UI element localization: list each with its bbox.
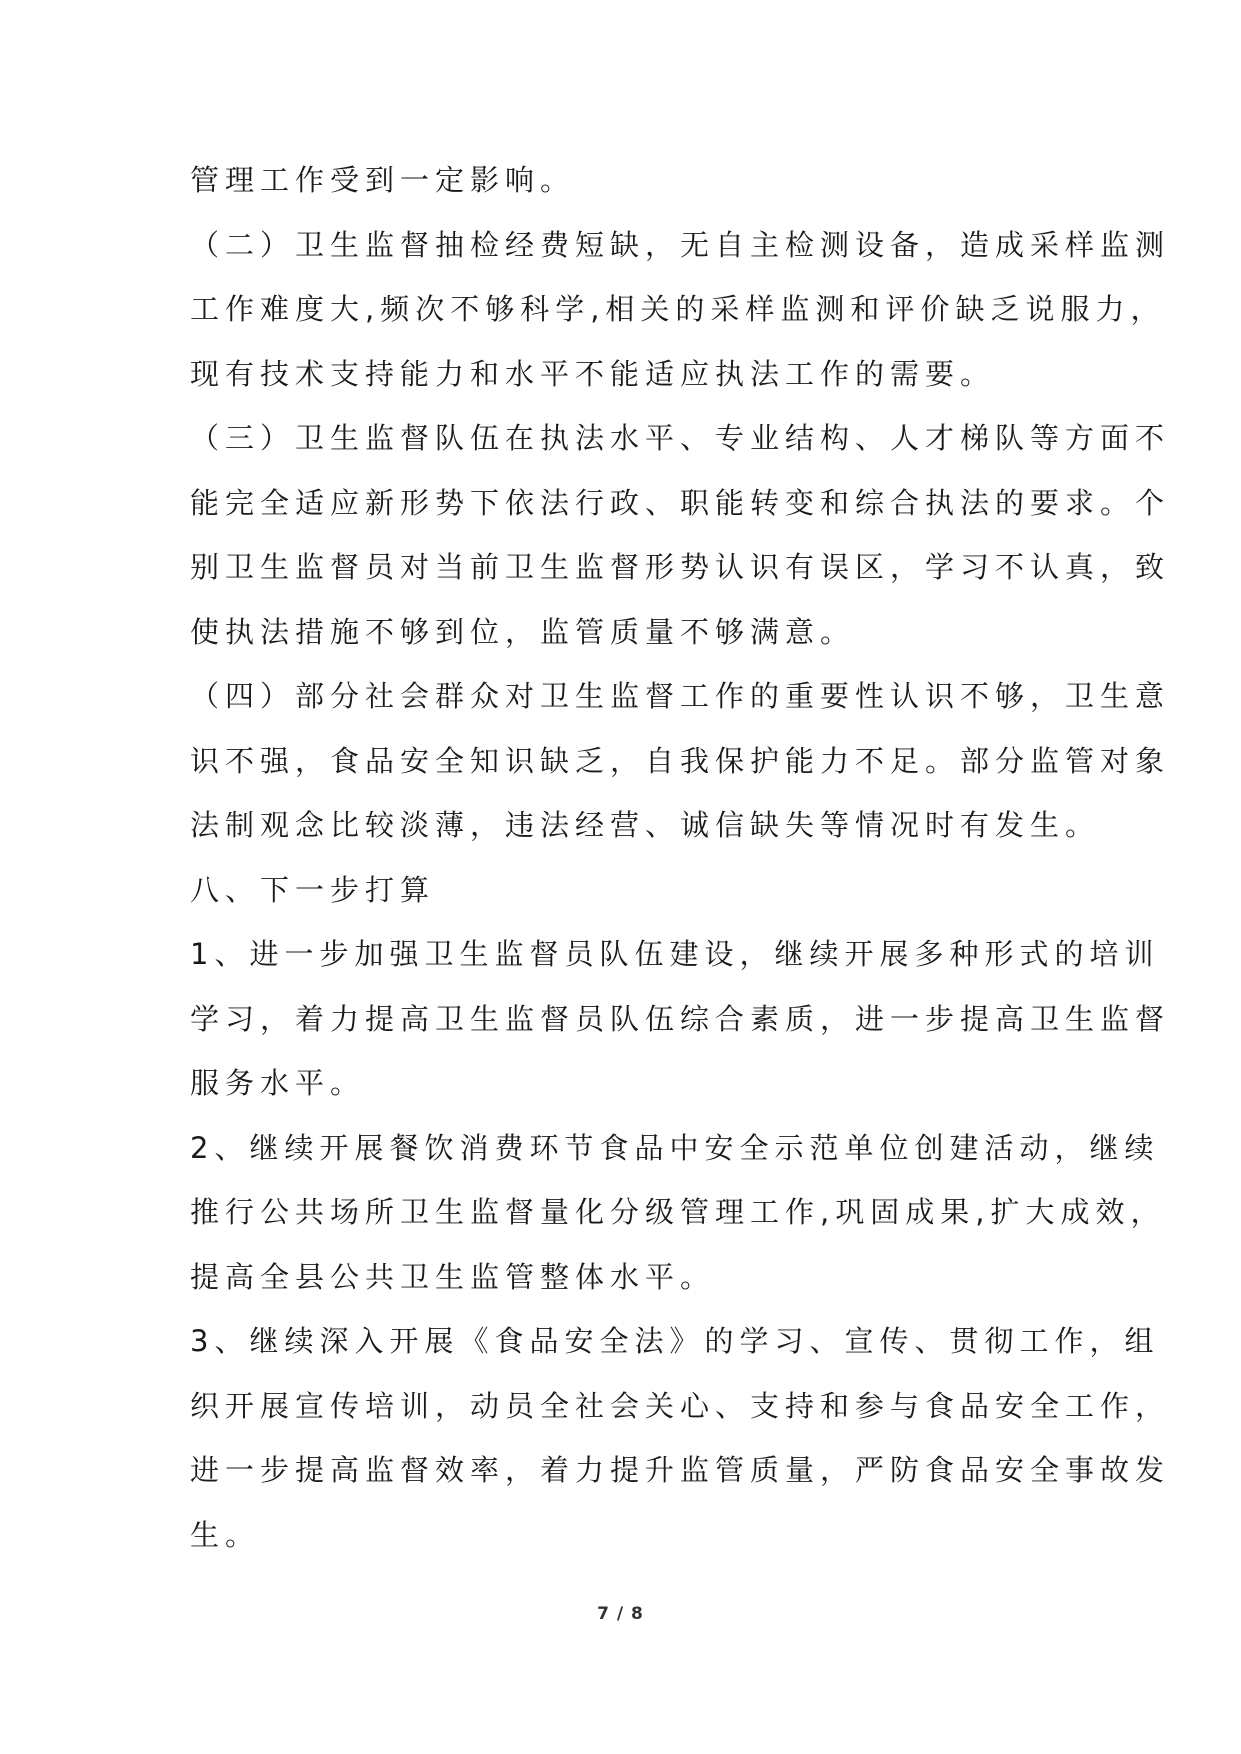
text-line: 提高全县公共卫生监管整体水平。 — [190, 1259, 716, 1294]
text-line: 能完全适应新形势下依法行政、职能转变和综合执法的要求。个 — [190, 485, 1171, 520]
text-line: 管理工作受到一定影响。 — [190, 163, 576, 197]
text-line: （二）卫生监督抽检经费短缺，无自主检测设备，造成采样监测 — [190, 227, 1171, 262]
document-body — [190, 148, 1171, 1567]
text-line: 进一步提高监督效率，着力提升监管质量，严防食品安全事故发 — [190, 1453, 1171, 1487]
text-line: 识不强，食品安全知识缺乏，自我保护能力不足。部分监管对象 — [190, 743, 1171, 778]
text-line: 2、继续开展餐饮消费环节食品中安全示范单位创建活动，继续 — [190, 1130, 1160, 1165]
text-line: 工作难度大,频次不够科学,相关的采样监测和评价缺乏说服力， — [190, 292, 1166, 326]
text-line: （三）卫生监督队伍在执法水平、专业结构、人才梯队等方面不 — [190, 421, 1171, 455]
section-heading: 八、下一步打算 — [190, 872, 436, 907]
text-line: 生。 — [190, 1517, 261, 1552]
text-line: 法制观念比较淡薄，违法经营、诚信缺失等情况时有发生。 — [190, 808, 1101, 842]
page-number: 7 / 8 — [597, 1604, 644, 1624]
text-line: 3、继续深入开展《食品安全法》的学习、宣传、贯彻工作，组 — [190, 1324, 1160, 1358]
text-line: （四）部分社会群众对卫生监督工作的重要性认识不够，卫生意 — [190, 679, 1171, 713]
text-line: 织开展宣传培训，动员全社会关心、支持和参与食品安全工作， — [190, 1388, 1171, 1423]
text-line: 使执法措施不够到位，监管质量不够满意。 — [190, 614, 856, 649]
text-line: 别卫生监督员对当前卫生监督形势认识有误区，学习不认真，致 — [190, 550, 1171, 584]
text-line: 服务水平。 — [190, 1066, 366, 1100]
text-line: 推行公共场所卫生监督量化分级管理工作,巩固成果,扩大成效， — [190, 1195, 1166, 1229]
text-line: 1、进一步加强卫生监督员队伍建设，继续开展多种形式的培训 — [190, 937, 1160, 971]
text-line: 现有技术支持能力和水平不能适应执法工作的需要。 — [190, 356, 996, 391]
text-line: 学习，着力提高卫生监督员队伍综合素质，进一步提高卫生监督 — [190, 1001, 1171, 1036]
